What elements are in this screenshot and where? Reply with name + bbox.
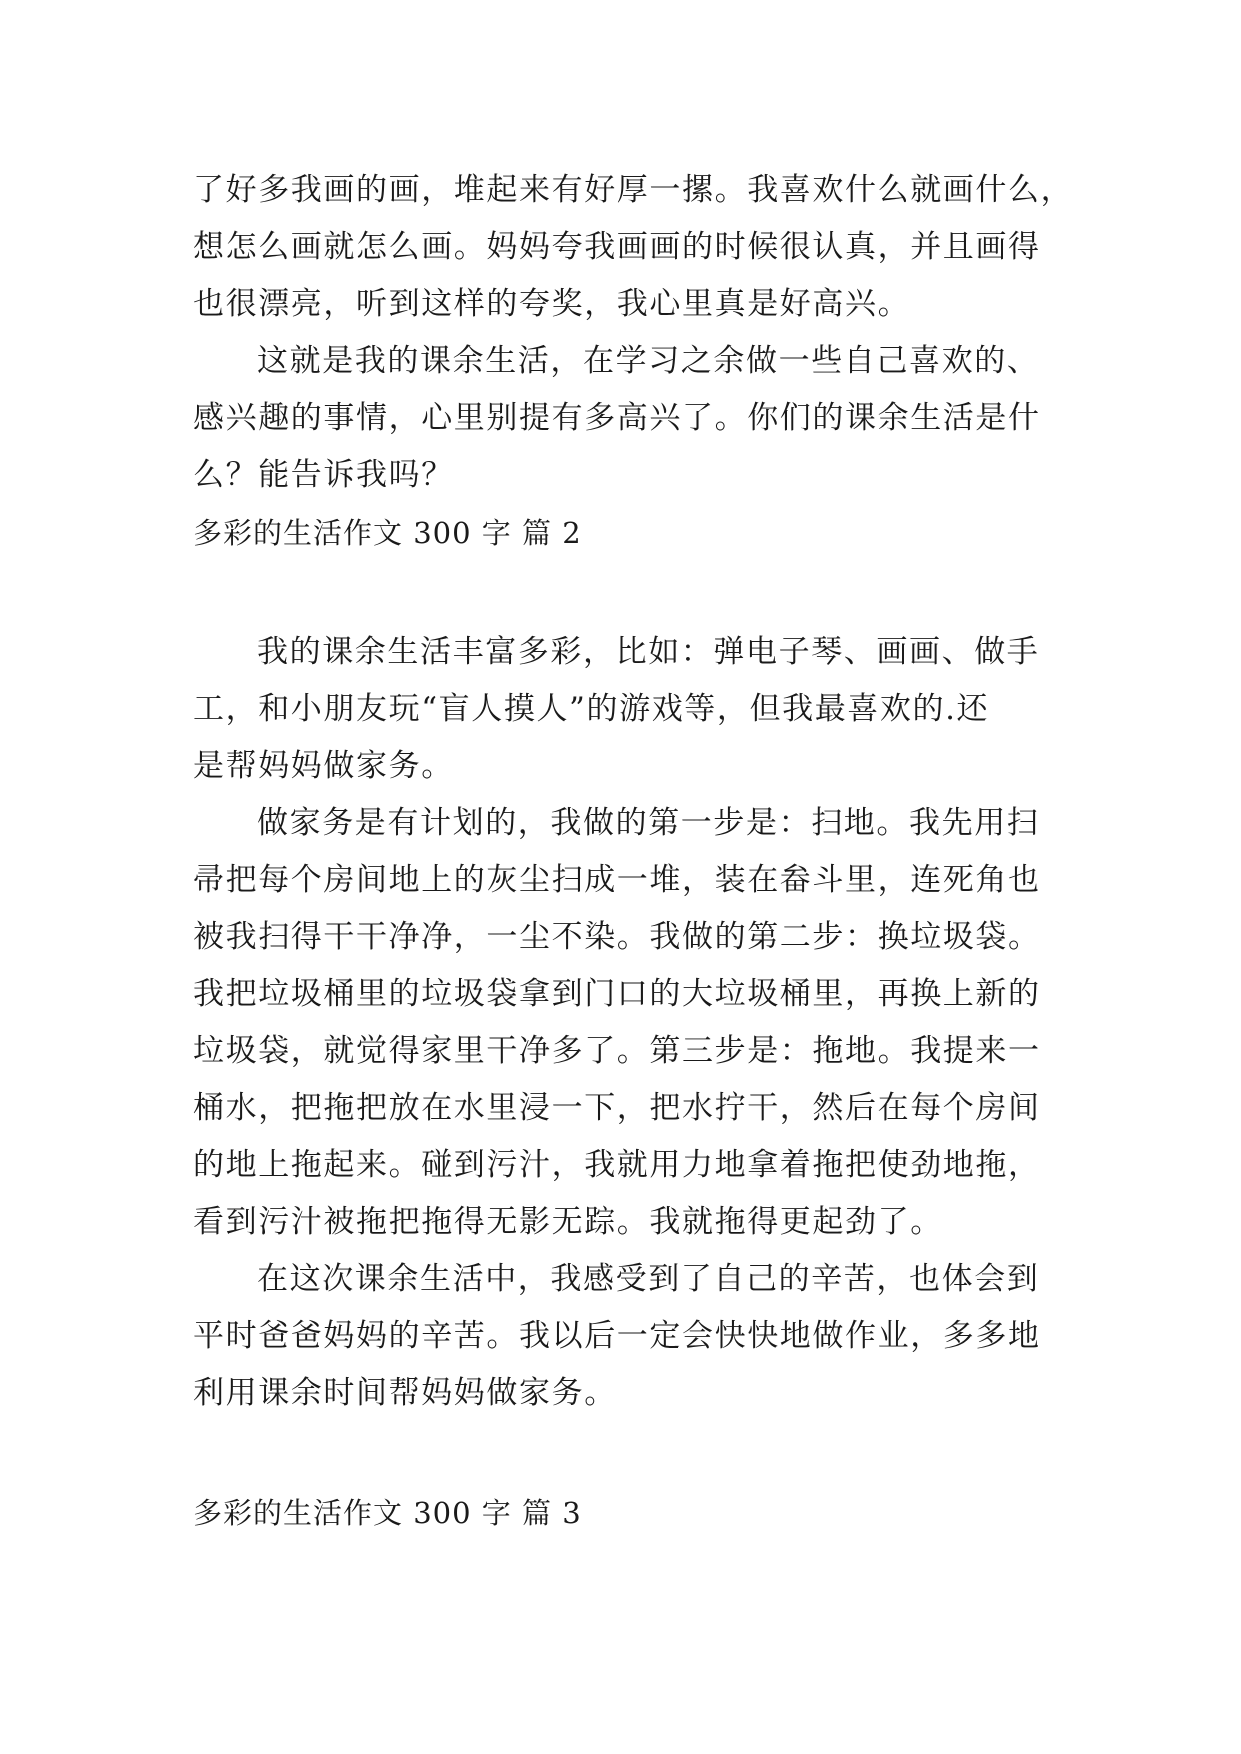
paragraph-line: 我把垃圾桶里的垃圾袋拿到门口的大垃圾桶里，再换上新的 (193, 976, 1041, 1012)
paragraph-line: 桶水，把拖把放在水里浸一下，把水拧干，然后在每个房间 (193, 1090, 1041, 1126)
paragraph-line: 么？能告诉我吗？ (193, 457, 454, 493)
paragraph-first-line: 我的课余生活丰富多彩，比如：弹电子琴、画画、做手 (257, 634, 1040, 670)
paragraph-first-line: 做家务是有计划的，我做的第一步是：扫地。我先用扫 (257, 805, 1040, 841)
section-heading: 多彩的生活作文 300 字 篇 3 (193, 1496, 582, 1530)
paragraph-line: 是帮妈妈做家务。 (193, 748, 454, 784)
paragraph-line: 帚把每个房间地上的灰尘扫成一堆，装在畚斗里，连死角也 (193, 862, 1041, 898)
paragraph-line: 感兴趣的事情，心里别提有多高兴了。你们的课余生活是什 (193, 400, 1041, 436)
paragraph-line: 工，和小朋友玩“盲人摸人”的游戏等，但我最喜欢的.还 (193, 691, 990, 727)
paragraph-line: 利用课余时间帮妈妈做家务。 (193, 1375, 617, 1411)
paragraph-first-line: 在这次课余生活中，我感受到了自己的辛苦，也体会到 (257, 1261, 1040, 1297)
paragraph-line: 垃圾袋，就觉得家里干净多了。第三步是：拖地。我提来一 (193, 1033, 1041, 1069)
paragraph-line: 被我扫得干干净净，一尘不染。我做的第二步：换垃圾袋。 (193, 919, 1041, 955)
paragraph-line: 也很漂亮，听到这样的夸奖，我心里真是好高兴。 (193, 286, 911, 322)
paragraph-line: 平时爸爸妈妈的辛苦。我以后一定会快快地做作业，多多地 (193, 1318, 1041, 1354)
paragraph-line: 的地上拖起来。碰到污汁，我就用力地拿着拖把使劲地拖， (193, 1147, 1041, 1183)
paragraph-line: 看到污汁被拖把拖得无影无踪。我就拖得更起劲了。 (193, 1204, 943, 1240)
section-heading: 多彩的生活作文 300 字 篇 2 (193, 516, 582, 550)
paragraph-line: 想怎么画就怎么画。妈妈夸我画画的时候很认真，并且画得 (193, 229, 1041, 265)
paragraph-line: 了好多我画的画，堆起来有好厚一摞。我喜欢什么就画什么， (193, 172, 1074, 208)
paragraph-first-line: 这就是我的课余生活，在学习之余做一些自己喜欢的、 (257, 343, 1040, 379)
